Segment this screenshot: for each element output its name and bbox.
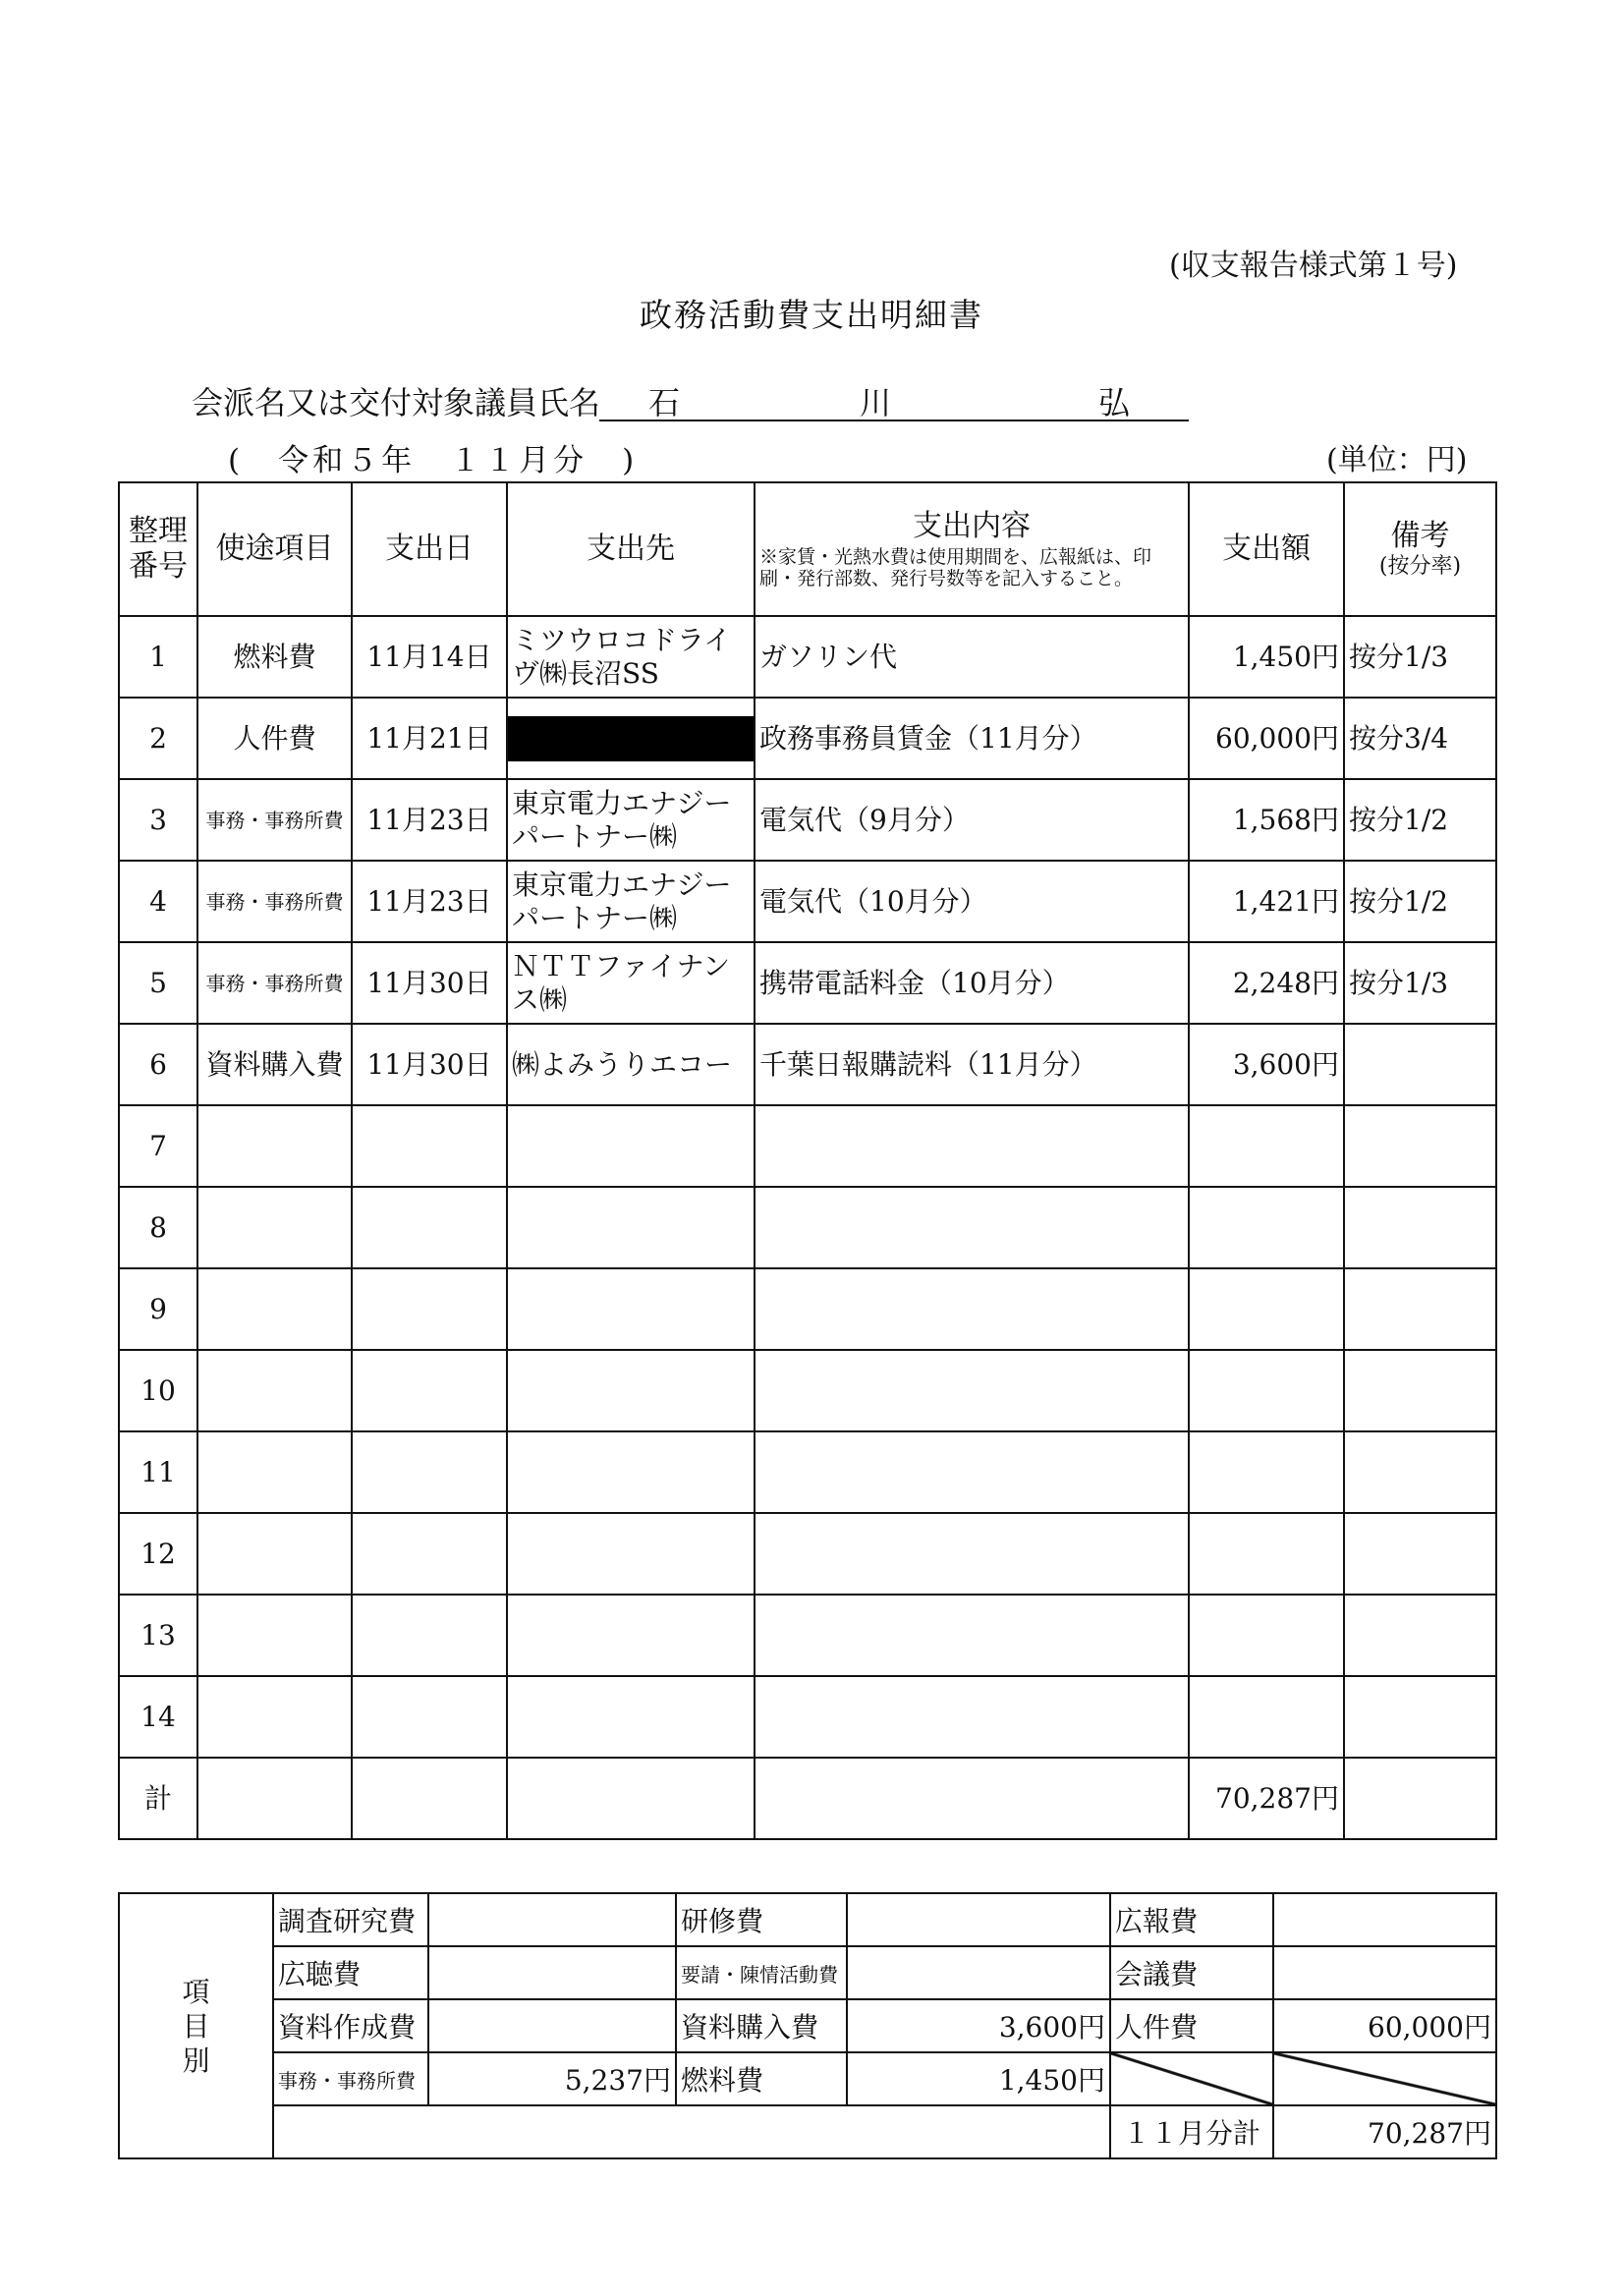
row-no: 14 — [119, 1676, 197, 1758]
row-content — [755, 1431, 1189, 1513]
row-no: 8 — [119, 1187, 197, 1268]
row-no: 3 — [119, 779, 197, 861]
row-payee: 東京電力エナジーパートナー㈱ — [507, 861, 755, 942]
row-category — [197, 1187, 352, 1268]
table-row — [119, 1431, 1496, 1513]
row-amount — [1189, 1431, 1344, 1513]
table-row — [119, 1676, 1496, 1758]
summary-item-label: 事務・事務所費 — [273, 2052, 428, 2105]
row-payee — [507, 1187, 755, 1268]
row-category: 資料購入費 — [197, 1024, 352, 1105]
table-row — [119, 779, 1496, 861]
row-content: 千葉日報購読料（11月分） — [755, 1024, 1189, 1105]
total-row — [119, 1758, 1496, 1839]
summary-item-value: 5,237円 — [428, 2052, 676, 2105]
summary-item-value: 3,600円 — [847, 1999, 1110, 2052]
row-category — [197, 1350, 352, 1431]
row-content — [755, 1676, 1189, 1758]
row-payee — [507, 1676, 755, 1758]
row-date — [352, 1268, 507, 1350]
row-category: 事務・事務所費 — [197, 861, 352, 942]
row-payee — [507, 1595, 755, 1676]
row-amount: 1,421円 — [1189, 861, 1344, 942]
row-no: 1 — [119, 616, 197, 698]
row-amount — [1189, 1105, 1344, 1187]
row-payee — [507, 1350, 755, 1431]
row-no: 7 — [119, 1105, 197, 1187]
row-payee — [507, 1105, 755, 1187]
row-content — [755, 1187, 1189, 1268]
summary-item-label: 研修費 — [676, 1893, 847, 1946]
row-remarks — [1344, 1513, 1496, 1595]
row-amount: 60,000円 — [1189, 698, 1344, 779]
row-remarks: 按分1/3 — [1344, 942, 1496, 1024]
summary-item-value — [428, 1946, 676, 1999]
row-category — [197, 1513, 352, 1595]
header-category: 使途項目 — [197, 482, 352, 616]
table-row — [119, 942, 1496, 1024]
header-remarks — [1344, 482, 1496, 616]
row-amount — [1189, 1268, 1344, 1350]
empty-diagonal-cell — [1273, 2052, 1496, 2105]
report-period: ( 令和５年 １１月分 ) — [228, 443, 639, 478]
summary-item-label: 要請・陳情活動費 — [676, 1946, 847, 1999]
row-amount — [1189, 1676, 1344, 1758]
table-row — [119, 1268, 1496, 1350]
header-content — [755, 482, 1189, 616]
header-content-note: ※家賃・光熱水費は使用期間を、広報紙は、印刷・発行部数、発行号数等を記入すること。 — [759, 545, 1152, 589]
header-no: 整理番号 — [119, 482, 197, 616]
row-amount: 2,248円 — [1189, 942, 1344, 1024]
summary-item-label: 人件費 — [1110, 1999, 1273, 2052]
table-row — [119, 1513, 1496, 1595]
row-remarks — [1344, 1431, 1496, 1513]
row-remarks: 按分3/4 — [1344, 698, 1496, 779]
row-remarks — [1344, 1268, 1496, 1350]
summary-item-value — [428, 1893, 676, 1946]
row-amount: 1,568円 — [1189, 779, 1344, 861]
row-no: 5 — [119, 942, 197, 1024]
row-payee: 東京電力エナジーパートナー㈱ — [507, 779, 755, 861]
row-payee — [507, 1431, 755, 1513]
row-category — [197, 1595, 352, 1676]
header-content-label: 支出内容 — [913, 508, 1031, 543]
summary-item-value — [847, 1893, 1110, 1946]
row-remarks: 按分1/2 — [1344, 861, 1496, 942]
row-content — [755, 1513, 1189, 1595]
row-remarks — [1344, 1676, 1496, 1758]
total-amount: 70,287円 — [1189, 1758, 1344, 1839]
row-category: 人件費 — [197, 698, 352, 779]
row-date — [352, 1187, 507, 1268]
row-category — [197, 1676, 352, 1758]
header-payee: 支出先 — [507, 482, 755, 616]
table-row — [119, 698, 1496, 779]
summary-item-value — [847, 1946, 1110, 1999]
total-label: 計 — [119, 1758, 197, 1839]
row-content — [755, 1595, 1189, 1676]
redaction-block — [508, 716, 754, 761]
summary-row — [119, 1999, 1496, 2052]
row-payee — [507, 1268, 755, 1350]
row-amount: 1,450円 — [1189, 616, 1344, 698]
row-payee: ＮＴＴファイナンス㈱ — [507, 942, 755, 1024]
table-row — [119, 1350, 1496, 1431]
summary-item-value — [428, 1999, 676, 2052]
row-amount: 3,600円 — [1189, 1024, 1344, 1105]
row-date: 11月21日 — [352, 698, 507, 779]
header-remarks-label: 備考 — [1390, 518, 1450, 553]
row-remarks: 按分1/2 — [1344, 779, 1496, 861]
header-date: 支出日 — [352, 482, 507, 616]
row-remarks: 按分1/3 — [1344, 616, 1496, 698]
name-label: 会派名又は交付対象議員氏名 — [192, 384, 601, 421]
row-content — [755, 1105, 1189, 1187]
row-payee: ㈱よみうりエコー — [507, 1024, 755, 1105]
row-remarks — [1344, 1105, 1496, 1187]
row-content: 携帯電話料金（10月分） — [755, 942, 1189, 1024]
summary-item-value — [1273, 1946, 1496, 1999]
row-no: 4 — [119, 861, 197, 942]
table-row — [119, 861, 1496, 942]
table-row — [119, 1595, 1496, 1676]
summary-item-label: 広聴費 — [273, 1946, 428, 1999]
row-category — [197, 1431, 352, 1513]
row-date: 11月23日 — [352, 861, 507, 942]
row-no: 12 — [119, 1513, 197, 1595]
row-remarks — [1344, 1595, 1496, 1676]
row-category: 事務・事務所費 — [197, 779, 352, 861]
member-name — [599, 378, 1189, 421]
row-date — [352, 1595, 507, 1676]
row-category: 事務・事務所費 — [197, 942, 352, 1024]
row-date: 11月14日 — [352, 616, 507, 698]
summary-item-label: 会議費 — [1110, 1946, 1273, 1999]
row-no: 13 — [119, 1595, 197, 1676]
row-date — [352, 1105, 507, 1187]
row-date: 11月30日 — [352, 942, 507, 1024]
month-total-value: 70,287円 — [1273, 2105, 1496, 2158]
row-category — [197, 1105, 352, 1187]
summary-item-value: 1,450円 — [847, 2052, 1110, 2105]
summary-table — [118, 1892, 1497, 2159]
document-title: 政務活動費支出明細書 — [640, 296, 983, 334]
row-remarks — [1344, 1024, 1496, 1105]
summary-label: 項 目 別 — [119, 1893, 273, 2158]
row-payee — [507, 1513, 755, 1595]
name-part-2: 川 — [860, 384, 892, 421]
row-amount — [1189, 1595, 1344, 1676]
table-row — [119, 1187, 1496, 1268]
summary-row — [119, 1893, 1496, 1946]
header-amount: 支出額 — [1189, 482, 1344, 616]
summary-item-label: 資料購入費 — [676, 1999, 847, 2052]
row-date — [352, 1431, 507, 1513]
row-no: 10 — [119, 1350, 197, 1431]
summary-item-label: 資料作成費 — [273, 1999, 428, 2052]
row-category: 燃料費 — [197, 616, 352, 698]
row-no: 11 — [119, 1431, 197, 1513]
header-remarks-sub: (按分率) — [1378, 553, 1462, 579]
summary-item-value: 60,000円 — [1273, 1999, 1496, 2052]
summary-item-label: 広報費 — [1110, 1893, 1273, 1946]
table-row — [119, 1024, 1496, 1105]
name-part-1: 石 — [648, 384, 681, 421]
row-remarks — [1344, 1187, 1496, 1268]
row-payee — [507, 698, 755, 779]
row-date — [352, 1513, 507, 1595]
row-content: 電気代（9月分） — [755, 779, 1189, 861]
summary-item-label: 調査研究費 — [273, 1893, 428, 1946]
row-amount — [1189, 1187, 1344, 1268]
row-no: 9 — [119, 1268, 197, 1350]
row-content — [755, 1268, 1189, 1350]
summary-blank — [273, 2105, 1110, 2158]
table-row — [119, 616, 1496, 698]
row-content: ガソリン代 — [755, 616, 1189, 698]
row-date — [352, 1350, 507, 1431]
table-header-row — [119, 482, 1496, 616]
month-total-label: １１月分計 — [1110, 2105, 1273, 2158]
row-category — [197, 1268, 352, 1350]
row-date: 11月30日 — [352, 1024, 507, 1105]
row-content: 政務事務員賃金（11月分） — [755, 698, 1189, 779]
summary-item-label: 燃料費 — [676, 2052, 847, 2105]
table-row — [119, 1105, 1496, 1187]
summary-row — [119, 2052, 1496, 2105]
summary-row — [119, 2105, 1496, 2158]
expense-table — [118, 481, 1497, 1840]
row-remarks — [1344, 1350, 1496, 1431]
row-amount — [1189, 1350, 1344, 1431]
row-amount — [1189, 1513, 1344, 1595]
summary-item-value — [1273, 1893, 1496, 1946]
unit-label: (単位：円) — [1326, 443, 1468, 477]
row-content — [755, 1350, 1189, 1431]
row-date — [352, 1676, 507, 1758]
summary-row — [119, 1946, 1496, 1999]
empty-diagonal-cell — [1110, 2052, 1273, 2105]
row-no: 2 — [119, 698, 197, 779]
row-no: 6 — [119, 1024, 197, 1105]
form-number: (収支報告様式第１号) — [1169, 249, 1458, 283]
row-content: 電気代（10月分） — [755, 861, 1189, 942]
row-date: 11月23日 — [352, 779, 507, 861]
row-payee: ミツウロコドライヴ㈱長沼SS — [507, 616, 755, 698]
name-part-3: 弘 — [1098, 384, 1131, 421]
